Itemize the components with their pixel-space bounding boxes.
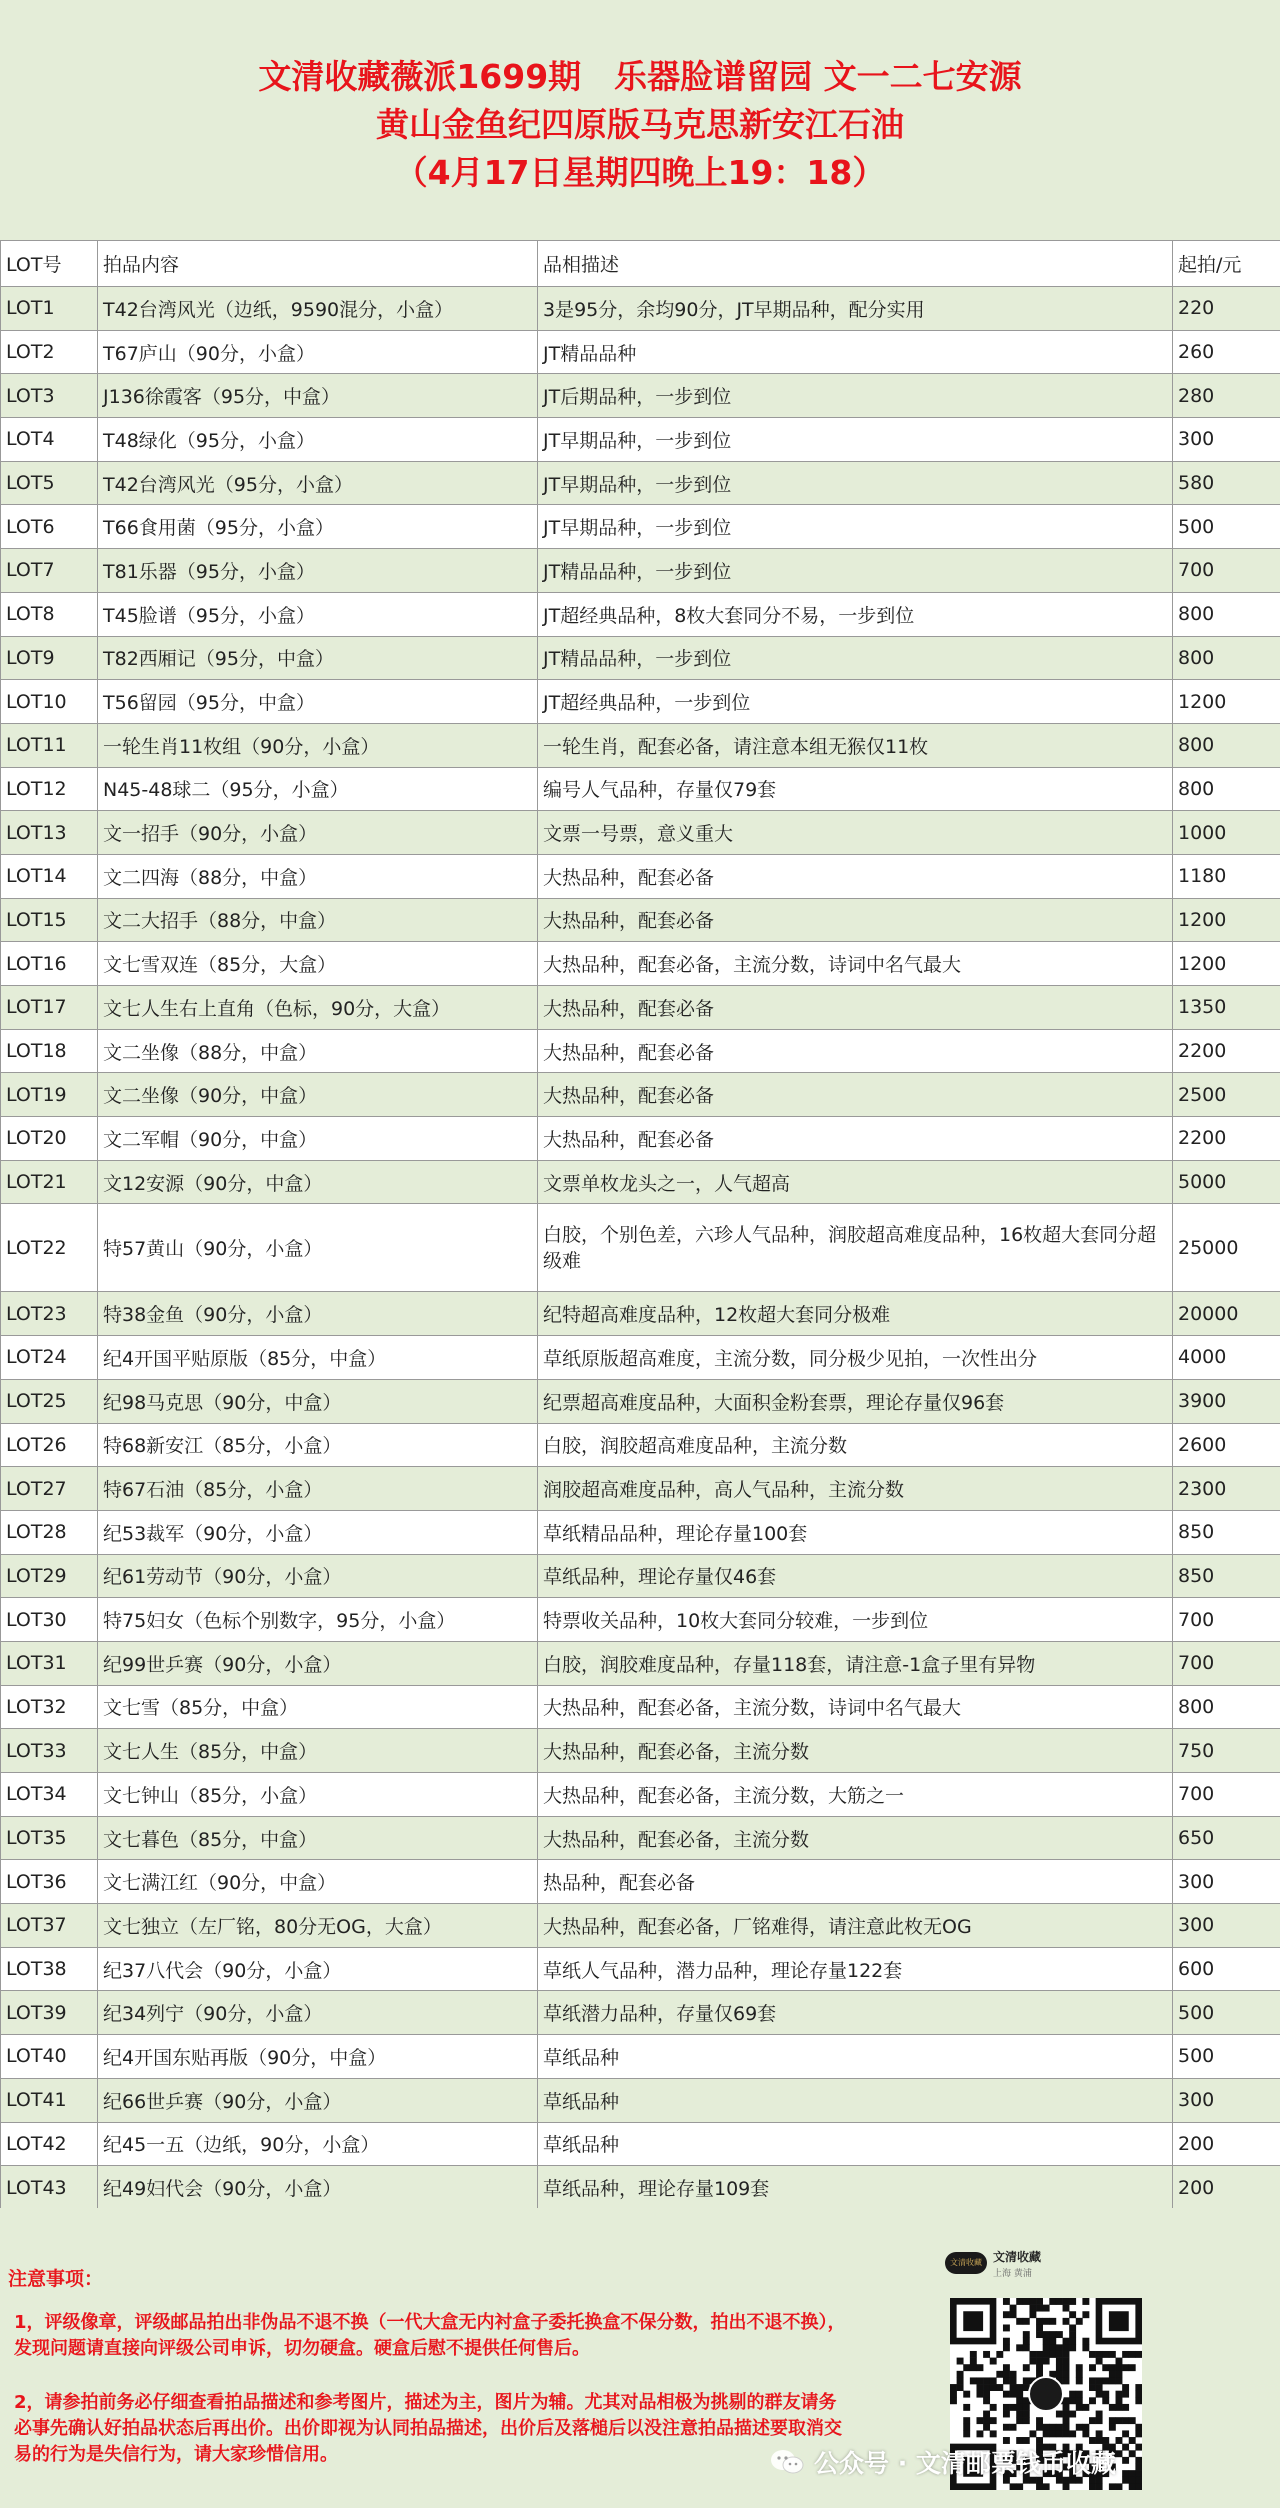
cell-lot: LOT7 bbox=[1, 549, 98, 593]
brand-location: 上海 黄浦 bbox=[993, 2269, 1032, 2279]
col-header-price: 起拍/元 bbox=[1173, 241, 1280, 287]
cell-price: 2300 bbox=[1173, 1467, 1280, 1511]
table-row bbox=[1, 1685, 1280, 1729]
cell-desc: 大热品种，配套必备 bbox=[538, 854, 1173, 898]
cell-desc: 大热品种，配套必备 bbox=[538, 986, 1173, 1030]
cell-price: 300 bbox=[1173, 1904, 1280, 1948]
cell-item: T56留园（95分，中盒） bbox=[98, 680, 538, 724]
cell-desc: JT后期品种，一步到位 bbox=[538, 374, 1173, 418]
cell-desc: 大热品种，配套必备，主流分数，大筋之一 bbox=[538, 1773, 1173, 1817]
cell-desc: 大热品种，配套必备，主流分数，诗词中名气最大 bbox=[538, 1685, 1173, 1729]
table-row bbox=[1, 1423, 1280, 1467]
cell-price: 600 bbox=[1173, 1947, 1280, 1991]
cell-item: 特38金鱼（90分，小盒） bbox=[98, 1292, 538, 1336]
cell-lot: LOT28 bbox=[1, 1510, 98, 1554]
table-row bbox=[1, 1073, 1280, 1117]
cell-desc: JT精品品种，一步到位 bbox=[538, 636, 1173, 680]
notes-title: 注意事项： bbox=[8, 2268, 104, 2290]
cell-lot: LOT12 bbox=[1, 767, 98, 811]
cell-price: 1000 bbox=[1173, 811, 1280, 855]
wechat-official-account-icon bbox=[770, 2448, 804, 2476]
col-header-lot: LOT号 bbox=[1, 241, 98, 287]
table-row bbox=[1, 1904, 1280, 1948]
cell-item: 文七人生右上直角（色标，90分，大盒） bbox=[98, 986, 538, 1030]
cell-desc: 大热品种，配套必备 bbox=[538, 1117, 1173, 1161]
watermark bbox=[770, 2444, 1116, 2480]
table-row bbox=[1, 1816, 1280, 1860]
cell-lot: LOT29 bbox=[1, 1554, 98, 1598]
cell-price: 1200 bbox=[1173, 898, 1280, 942]
cell-desc: 编号人气品种，存量仅79套 bbox=[538, 767, 1173, 811]
cell-item: 特57黄山（90分，小盒） bbox=[98, 1204, 538, 1292]
cell-desc: 大热品种，配套必备，主流分数，诗词中名气最大 bbox=[538, 942, 1173, 986]
col-header-desc: 品相描述 bbox=[538, 241, 1173, 287]
cell-item: 文12安源（90分，中盒） bbox=[98, 1160, 538, 1204]
cell-price: 200 bbox=[1173, 2122, 1280, 2166]
table-row bbox=[1, 942, 1280, 986]
cell-item: N45-48球二（95分，小盒） bbox=[98, 767, 538, 811]
table-row bbox=[1, 2122, 1280, 2166]
table-row bbox=[1, 723, 1280, 767]
cell-price: 580 bbox=[1173, 461, 1280, 505]
table-row bbox=[1, 767, 1280, 811]
title-line-3: （4月17日星期四晚上19：18） bbox=[394, 153, 886, 192]
table-row bbox=[1, 1029, 1280, 1073]
cell-item: 纪98马克思（90分，中盒） bbox=[98, 1379, 538, 1423]
cell-price: 1200 bbox=[1173, 680, 1280, 724]
cell-desc: 草纸品种 bbox=[538, 2122, 1173, 2166]
cell-price: 1350 bbox=[1173, 986, 1280, 1030]
cell-price: 25000 bbox=[1173, 1204, 1280, 1292]
table-row bbox=[1, 549, 1280, 593]
notes-section bbox=[0, 2208, 1280, 2508]
cell-price: 220 bbox=[1173, 287, 1280, 331]
cell-desc: JT早期品种，一步到位 bbox=[538, 505, 1173, 549]
cell-lot: LOT17 bbox=[1, 986, 98, 1030]
cell-price: 800 bbox=[1173, 723, 1280, 767]
cell-desc: JT超经典品种，一步到位 bbox=[538, 680, 1173, 724]
notes-paragraph-1: 1，评级像章，评级邮品拍出非伪品不退不换（一代大盒无内衬盒子委托换盒不保分数，拍出不退不换），发现问题请直接向评级公司申诉，切勿硬盒。硬盒后慰不提供任何售后。 bbox=[14, 2312, 846, 2359]
cell-desc: 白胶，润胶难度品种，存量118套，请注意-1盒子里有异物 bbox=[538, 1641, 1173, 1685]
cell-item: 纪4开国平贴原版（85分，中盒） bbox=[98, 1336, 538, 1380]
table-row bbox=[1, 1947, 1280, 1991]
cell-lot: LOT42 bbox=[1, 2122, 98, 2166]
cell-item: 纪99世乒赛（90分，小盒） bbox=[98, 1641, 538, 1685]
cell-item: T48绿化（95分，小盒） bbox=[98, 418, 538, 462]
lot-table bbox=[0, 240, 1280, 2210]
brand-name: 文清收藏 bbox=[993, 2250, 1042, 2264]
cell-lot: LOT24 bbox=[1, 1336, 98, 1380]
cell-desc: 白胶，个别色差，六珍人气品种，润胶超高难度品种，16枚超大套同分超级难 bbox=[538, 1204, 1173, 1292]
cell-item: T45脸谱（95分，小盒） bbox=[98, 592, 538, 636]
cell-desc: 热品种，配套必备 bbox=[538, 1860, 1173, 1904]
cell-lot: LOT8 bbox=[1, 592, 98, 636]
cell-item: 文二大招手（88分，中盒） bbox=[98, 898, 538, 942]
table-row bbox=[1, 2035, 1280, 2079]
cell-lot: LOT9 bbox=[1, 636, 98, 680]
cell-lot: LOT37 bbox=[1, 1904, 98, 1948]
table-row bbox=[1, 811, 1280, 855]
cell-item: T82西厢记（95分，中盒） bbox=[98, 636, 538, 680]
cell-desc: 草纸精品品种，理论存量100套 bbox=[538, 1510, 1173, 1554]
cell-item: 文七雪（85分，中盒） bbox=[98, 1685, 538, 1729]
cell-price: 300 bbox=[1173, 1860, 1280, 1904]
cell-price: 850 bbox=[1173, 1554, 1280, 1598]
col-header-item: 拍品内容 bbox=[98, 241, 538, 287]
cell-item: 文七暮色（85分，中盒） bbox=[98, 1816, 538, 1860]
cell-desc: 大热品种，配套必备，主流分数 bbox=[538, 1816, 1173, 1860]
notes-paragraph-2: 2，请参拍前务必仔细查看拍品描述和参考图片，描述为主，图片为辅。尤其对品相极为挑剔的群友请务必事先确认好拍品状态后再出价。出价即视为认同拍品描述，出价后及落槌后以没注意拍品描述要取消交易的行为是失信行为，请大家珍惜信用。 bbox=[14, 2392, 842, 2465]
cell-item: 文一招手（90分，小盒） bbox=[98, 811, 538, 855]
cell-price: 700 bbox=[1173, 1641, 1280, 1685]
cell-lot: LOT13 bbox=[1, 811, 98, 855]
table-row bbox=[1, 330, 1280, 374]
cell-item: 文七独立（左厂铭，80分无OG，大盒） bbox=[98, 1904, 538, 1948]
table-row bbox=[1, 1292, 1280, 1336]
cell-item: 特75妇女（色标个别数字，95分，小盒） bbox=[98, 1598, 538, 1642]
cell-item: T81乐器（95分，小盒） bbox=[98, 549, 538, 593]
cell-price: 300 bbox=[1173, 418, 1280, 462]
cell-desc: 大热品种，配套必备，厂铭难得，请注意此枚无OG bbox=[538, 1904, 1173, 1948]
cell-price: 800 bbox=[1173, 1685, 1280, 1729]
table-row bbox=[1, 1510, 1280, 1554]
title-line-2: 黄山金鱼纪四原版马克思新安江石油 bbox=[376, 105, 904, 144]
cell-price: 700 bbox=[1173, 549, 1280, 593]
table-row bbox=[1, 1991, 1280, 2035]
cell-lot: LOT6 bbox=[1, 505, 98, 549]
cell-desc: JT早期品种，一步到位 bbox=[538, 461, 1173, 505]
cell-lot: LOT2 bbox=[1, 330, 98, 374]
cell-lot: LOT1 bbox=[1, 287, 98, 331]
cell-price: 20000 bbox=[1173, 1292, 1280, 1336]
cell-price: 200 bbox=[1173, 2166, 1280, 2210]
cell-desc: 大热品种，配套必备 bbox=[538, 898, 1173, 942]
cell-lot: LOT3 bbox=[1, 374, 98, 418]
qr-center-logo bbox=[1028, 2376, 1064, 2412]
cell-lot: LOT20 bbox=[1, 1117, 98, 1161]
cell-desc: 大热品种，配套必备，主流分数 bbox=[538, 1729, 1173, 1773]
cell-lot: LOT21 bbox=[1, 1160, 98, 1204]
table-row bbox=[1, 1379, 1280, 1423]
cell-lot: LOT35 bbox=[1, 1816, 98, 1860]
cell-lot: LOT32 bbox=[1, 1685, 98, 1729]
cell-price: 2200 bbox=[1173, 1117, 1280, 1161]
cell-desc: JT精品品种 bbox=[538, 330, 1173, 374]
cell-price: 700 bbox=[1173, 1773, 1280, 1817]
table-row bbox=[1, 1204, 1280, 1292]
page-header bbox=[0, 0, 1280, 240]
table-row bbox=[1, 1554, 1280, 1598]
cell-desc: 大热品种，配套必备 bbox=[538, 1029, 1173, 1073]
cell-price: 2200 bbox=[1173, 1029, 1280, 1073]
cell-item: 纪4开国东贴再版（90分，中盒） bbox=[98, 2035, 538, 2079]
cell-lot: LOT25 bbox=[1, 1379, 98, 1423]
cell-item: 文七雪双连（85分，大盒） bbox=[98, 942, 538, 986]
cell-item: 特68新安江（85分，小盒） bbox=[98, 1423, 538, 1467]
cell-price: 500 bbox=[1173, 2035, 1280, 2079]
cell-desc: JT精品品种，一步到位 bbox=[538, 549, 1173, 593]
cell-item: 纪34列宁（90分，小盒） bbox=[98, 1991, 538, 2035]
cell-price: 500 bbox=[1173, 505, 1280, 549]
table-row bbox=[1, 2078, 1280, 2122]
cell-desc: 草纸品种 bbox=[538, 2035, 1173, 2079]
table-row bbox=[1, 374, 1280, 418]
cell-item: T42台湾风光（边纸，9590混分，小盒） bbox=[98, 287, 538, 331]
cell-price: 3900 bbox=[1173, 1379, 1280, 1423]
cell-lot: LOT23 bbox=[1, 1292, 98, 1336]
cell-lot: LOT15 bbox=[1, 898, 98, 942]
cell-item: J136徐霞客（95分，中盒） bbox=[98, 374, 538, 418]
cell-item: 文二坐像（88分，中盒） bbox=[98, 1029, 538, 1073]
cell-price: 1180 bbox=[1173, 854, 1280, 898]
cell-desc: 纪票超高难度品种，大面积金粉套票，理论存量仅96套 bbox=[538, 1379, 1173, 1423]
cell-item: 文七人生（85分，中盒） bbox=[98, 1729, 538, 1773]
title-line-1: 文清收藏薇派1699期 乐器脸谱留园 文一二七安源 bbox=[258, 57, 1022, 96]
cell-price: 800 bbox=[1173, 767, 1280, 811]
table-row bbox=[1, 418, 1280, 462]
cell-desc: 草纸品种 bbox=[538, 2078, 1173, 2122]
cell-lot: LOT36 bbox=[1, 1860, 98, 1904]
cell-lot: LOT31 bbox=[1, 1641, 98, 1685]
cell-desc: 纪特超高难度品种，12枚超大套同分极难 bbox=[538, 1292, 1173, 1336]
cell-price: 280 bbox=[1173, 374, 1280, 418]
table-row bbox=[1, 986, 1280, 1030]
cell-lot: LOT14 bbox=[1, 854, 98, 898]
cell-lot: LOT27 bbox=[1, 1467, 98, 1511]
cell-price: 260 bbox=[1173, 330, 1280, 374]
cell-desc: 润胶超高难度品种，高人气品种，主流分数 bbox=[538, 1467, 1173, 1511]
table-row bbox=[1, 505, 1280, 549]
cell-lot: LOT10 bbox=[1, 680, 98, 724]
table-row bbox=[1, 1117, 1280, 1161]
table-row bbox=[1, 854, 1280, 898]
table-row bbox=[1, 898, 1280, 942]
cell-lot: LOT11 bbox=[1, 723, 98, 767]
brand-logo: 文清收藏 bbox=[945, 2252, 987, 2274]
table-row bbox=[1, 1598, 1280, 1642]
cell-price: 4000 bbox=[1173, 1336, 1280, 1380]
cell-desc: 白胶，润胶超高难度品种，主流分数 bbox=[538, 1423, 1173, 1467]
cell-desc: 文票一号票，意义重大 bbox=[538, 811, 1173, 855]
cell-item: 文二四海（88分，中盒） bbox=[98, 854, 538, 898]
cell-lot: LOT34 bbox=[1, 1773, 98, 1817]
table-row bbox=[1, 461, 1280, 505]
cell-price: 800 bbox=[1173, 636, 1280, 680]
cell-desc: 草纸潜力品种，存量仅69套 bbox=[538, 1991, 1173, 2035]
cell-desc: 大热品种，配套必备 bbox=[538, 1073, 1173, 1117]
cell-item: 纪49妇代会（90分，小盒） bbox=[98, 2166, 538, 2210]
cell-price: 500 bbox=[1173, 1991, 1280, 2035]
cell-lot: LOT5 bbox=[1, 461, 98, 505]
cell-item: 纪53裁军（90分，小盒） bbox=[98, 1510, 538, 1554]
cell-desc: JT超经典品种，8枚大套同分不易，一步到位 bbox=[538, 592, 1173, 636]
cell-item: 文二军帽（90分，中盒） bbox=[98, 1117, 538, 1161]
cell-desc: 一轮生肖，配套必备，请注意本组无猴仅11枚 bbox=[538, 723, 1173, 767]
cell-price: 850 bbox=[1173, 1510, 1280, 1554]
cell-price: 800 bbox=[1173, 592, 1280, 636]
cell-item: 纪45一五（边纸，90分，小盒） bbox=[98, 2122, 538, 2166]
watermark-text: 公众号 · 文清邮票钱币收藏 bbox=[814, 2449, 1116, 2478]
cell-price: 650 bbox=[1173, 1816, 1280, 1860]
table-row bbox=[1, 2166, 1280, 2210]
cell-price: 700 bbox=[1173, 1598, 1280, 1642]
cell-item: 纪61劳动节（90分，小盒） bbox=[98, 1554, 538, 1598]
cell-lot: LOT4 bbox=[1, 418, 98, 462]
cell-item: 一轮生肖11枚组（90分，小盒） bbox=[98, 723, 538, 767]
table-row bbox=[1, 1773, 1280, 1817]
cell-item: 文二坐像（90分，中盒） bbox=[98, 1073, 538, 1117]
cell-lot: LOT22 bbox=[1, 1204, 98, 1292]
cell-lot: LOT39 bbox=[1, 1991, 98, 2035]
cell-item: 文七钟山（85分，小盒） bbox=[98, 1773, 538, 1817]
cell-desc: 3是95分，余均90分，JT早期品种，配分实用 bbox=[538, 287, 1173, 331]
cell-desc: 草纸品种，理论存量仅46套 bbox=[538, 1554, 1173, 1598]
cell-lot: LOT26 bbox=[1, 1423, 98, 1467]
cell-lot: LOT41 bbox=[1, 2078, 98, 2122]
cell-lot: LOT38 bbox=[1, 1947, 98, 1991]
cell-item: T67庐山（90分，小盒） bbox=[98, 330, 538, 374]
table-header-row bbox=[1, 241, 1280, 287]
cell-desc: 文票单枚龙头之一，人气超高 bbox=[538, 1160, 1173, 1204]
cell-item: 纪37八代会（90分，小盒） bbox=[98, 1947, 538, 1991]
cell-item: 特67石油（85分，小盒） bbox=[98, 1467, 538, 1511]
table-row bbox=[1, 1467, 1280, 1511]
table-row bbox=[1, 592, 1280, 636]
table-row bbox=[1, 680, 1280, 724]
cell-lot: LOT19 bbox=[1, 1073, 98, 1117]
cell-price: 5000 bbox=[1173, 1160, 1280, 1204]
cell-lot: LOT43 bbox=[1, 2166, 98, 2210]
table-row bbox=[1, 1336, 1280, 1380]
cell-lot: LOT33 bbox=[1, 1729, 98, 1773]
cell-lot: LOT16 bbox=[1, 942, 98, 986]
table-row bbox=[1, 1729, 1280, 1773]
cell-desc: 草纸人气品种，潜力品种，理论存量122套 bbox=[538, 1947, 1173, 1991]
cell-desc: 草纸品种，理论存量109套 bbox=[538, 2166, 1173, 2210]
cell-lot: LOT18 bbox=[1, 1029, 98, 1073]
cell-item: 文七满江红（90分，中盒） bbox=[98, 1860, 538, 1904]
cell-item: 纪66世乒赛（90分，小盒） bbox=[98, 2078, 538, 2122]
table-row bbox=[1, 287, 1280, 331]
cell-item: T42台湾风光（95分，小盒） bbox=[98, 461, 538, 505]
cell-price: 2500 bbox=[1173, 1073, 1280, 1117]
table-row bbox=[1, 1641, 1280, 1685]
table-row bbox=[1, 1160, 1280, 1204]
cell-desc: JT早期品种，一步到位 bbox=[538, 418, 1173, 462]
cell-desc: 草纸原版超高难度，主流分数，同分极少见拍，一次性出分 bbox=[538, 1336, 1173, 1380]
cell-price: 1200 bbox=[1173, 942, 1280, 986]
cell-price: 300 bbox=[1173, 2078, 1280, 2122]
table-row bbox=[1, 1860, 1280, 1904]
cell-price: 750 bbox=[1173, 1729, 1280, 1773]
cell-item: T66食用菌（95分，小盒） bbox=[98, 505, 538, 549]
cell-desc: 特票收关品种，10枚大套同分较难，一步到位 bbox=[538, 1598, 1173, 1642]
cell-lot: LOT40 bbox=[1, 2035, 98, 2079]
cell-lot: LOT30 bbox=[1, 1598, 98, 1642]
table-row bbox=[1, 636, 1280, 680]
cell-price: 2600 bbox=[1173, 1423, 1280, 1467]
